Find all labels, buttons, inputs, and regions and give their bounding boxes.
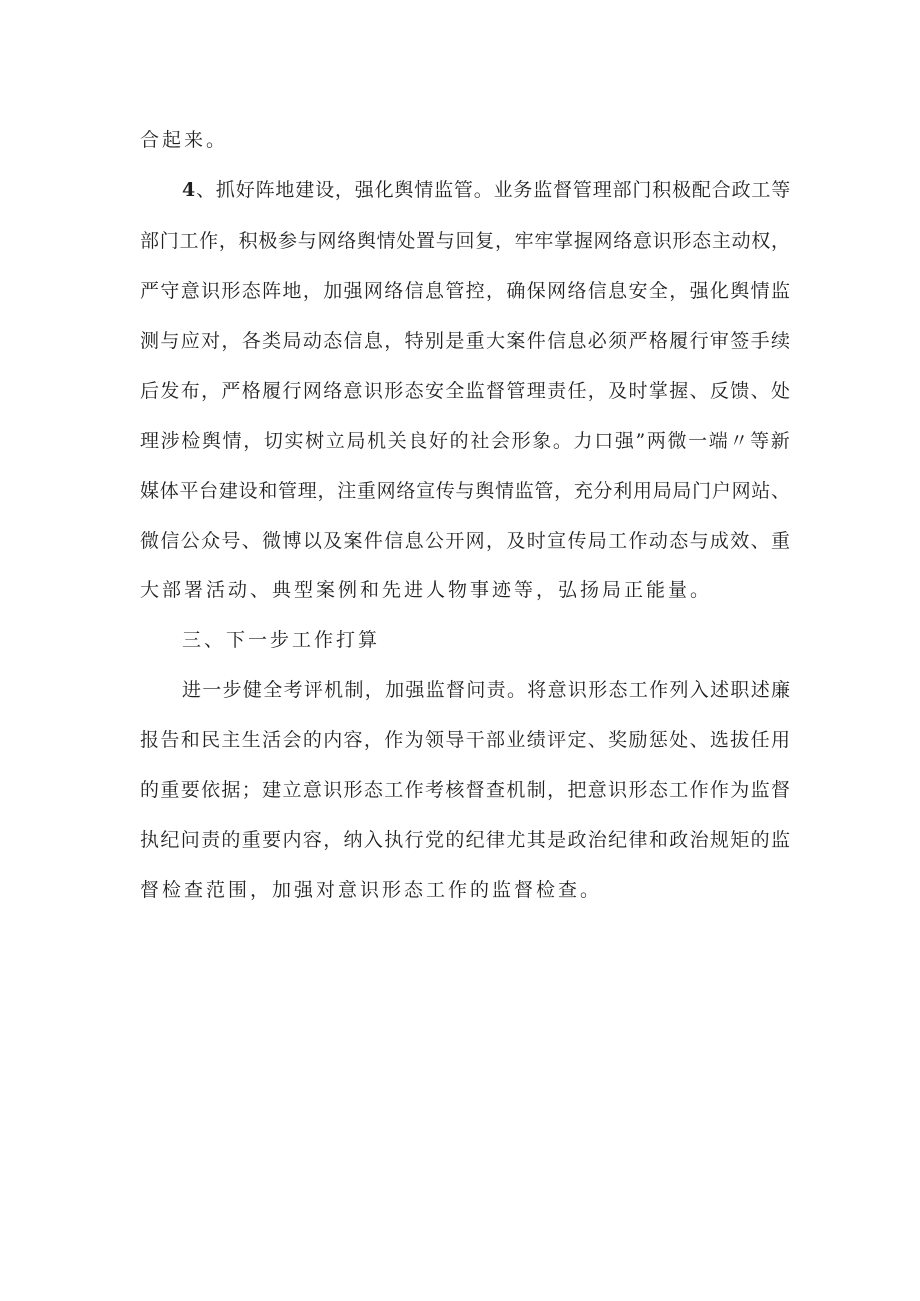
item-number: 4 [182, 179, 197, 201]
text-line: 大部署活动、典型案例和先进人物事迹等，弘扬局正能量。 [140, 579, 713, 601]
text-line: 测与应对，各类局动态信息，特别是重大案件信息必须严格履行审签手续 [140, 330, 792, 352]
text-line: 媒体平台建设和管理，注重网络宣传与舆情监管，充分利用局局门户网站、 [140, 480, 791, 502]
section-heading: 三、下一步工作打算 [182, 629, 381, 651]
text-line: 后发布，严格履行网络意识形态安全监督管理责任，及时掌握、反馈、处 [140, 380, 792, 402]
text-line: 严守意识形态阵地，加强网络信息管控，确保网络信息安全，强化舆情监 [140, 280, 792, 302]
text-line: 报告和民主生活会的内容，作为领导干部业绩评定、奖励惩处、选拔任用 [140, 729, 792, 751]
text-line: 理涉检舆情，切实树立局机关良好的社会形象。力口强”两微一端〃等新 [140, 430, 792, 452]
text-line: 部门工作，积极参与网络舆情处置与回复，牢牢掌握网络意识形态主动权， [140, 230, 791, 252]
text-line-item4-first: 4、抓好阵地建设，强化舆情监管。业务监督管理部门积极配合政工等 [182, 179, 792, 201]
text-line-continuation: 合起来。 [140, 129, 229, 151]
text-line: 的重要依据；建立意识形态工作考核督查机制，把意识形态工作作为监督 [140, 779, 792, 801]
text-line: 微信公众号、微博以及案件信息公开网，及时宣传局工作动态与成效、重 [140, 530, 792, 552]
text-line: 督检查范围，加强对意识形态工作的监督检查。 [140, 879, 603, 901]
text-line: 执纪问责的重要内容，纳入执行党的纪律尤其是政治纪律和政治规矩的监 [140, 829, 792, 851]
text-line-paragraph-first: 进一步健全考评机制，加强监督问责。将意识形态工作列入述职述廉 [182, 679, 792, 701]
